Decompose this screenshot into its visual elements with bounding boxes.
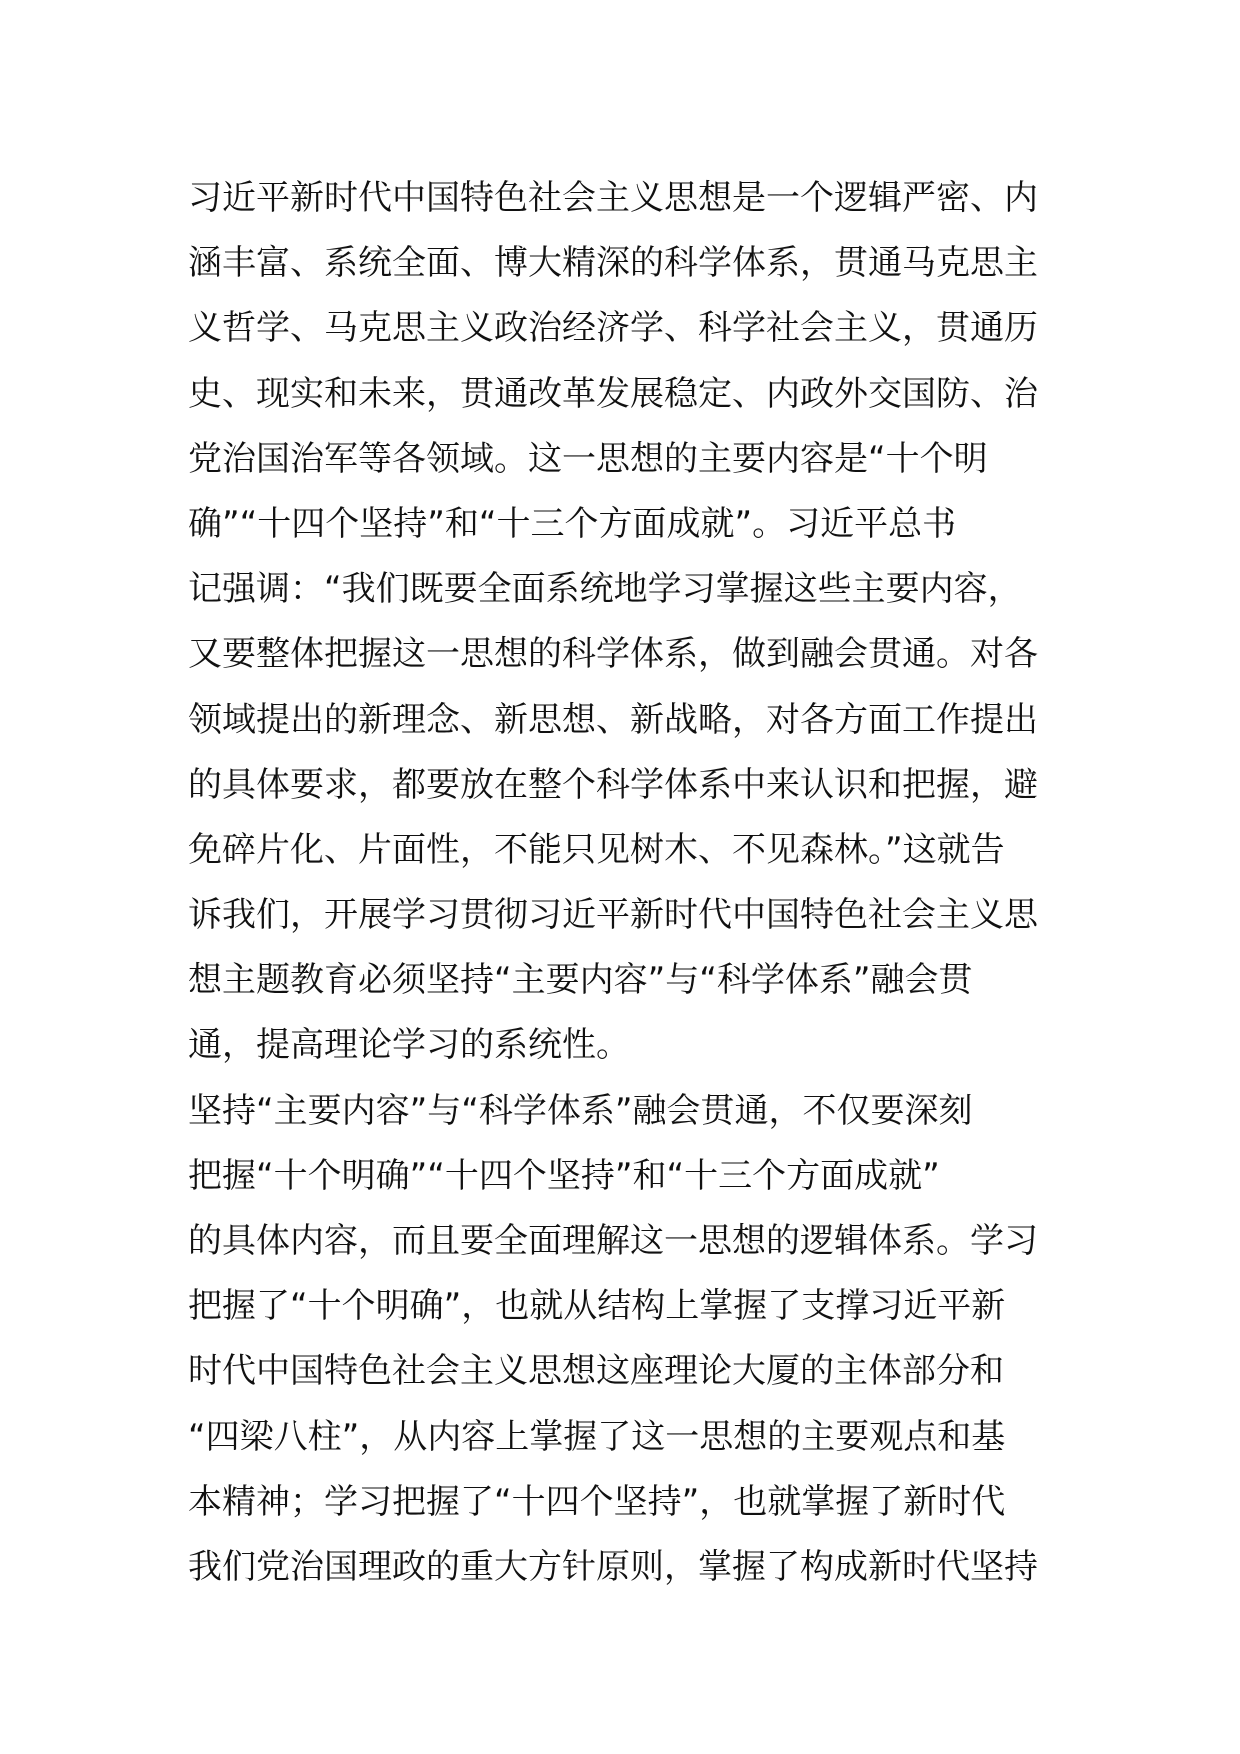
text-line: 党治国治军等各领域。这一思想的主要内容是“十个明 <box>188 438 988 479</box>
text-line: 涵丰富、系统全面、博大精深的科学体系，贯通马克思主 <box>188 243 1038 284</box>
text-line: 时代中国特色社会主义思想这座理论大厦的主体部分和 <box>188 1351 1004 1392</box>
text-line: 本精神；学习把握了“十四个坚持”，也就掌握了新时代 <box>188 1481 1006 1522</box>
text-line: 通，提高理论学习的系统性。 <box>188 1025 630 1066</box>
text-line: 想主题教育必须坚持“主要内容”与“科学体系”融会贯 <box>188 960 973 1001</box>
text-line: 又要整体把握这一思想的科学体系，做到融会贯通。对各 <box>188 634 1038 675</box>
text-line: 领域提出的新理念、新思想、新战略，对各方面工作提出 <box>188 699 1038 740</box>
text-line: 义哲学、马克思主义政治经济学、科学社会主义，贯通历 <box>188 308 1038 349</box>
text-line: 史、现实和未来，贯通改革发展稳定、内政外交国防、治 <box>188 373 1038 414</box>
text-line: 把握“十个明确”“十四个坚持”和“十三个方面成就” <box>188 1155 940 1196</box>
text-line: 免碎片化、片面性，不能只见树木、不见森林。”这就告 <box>188 829 1005 870</box>
text-line: 确”“十四个坚持”和“十三个方面成就”。习近平总书 <box>188 503 957 544</box>
text-line: 诉我们，开展学习贯彻习近平新时代中国特色社会主义思 <box>188 895 1038 936</box>
body-text <box>188 166 1058 1600</box>
text-line: 的具体要求，都要放在整个科学体系中来认识和把握，避 <box>188 764 1038 805</box>
text-line: 把握了“十个明确”，也就从结构上掌握了支撑习近平新 <box>188 1286 1006 1327</box>
text-line: 的具体内容，而且要全面理解这一思想的逻辑体系。学习 <box>188 1221 1038 1261</box>
text-line: 习近平新时代中国特色社会主义思想是一个逻辑严密、内 <box>188 178 1038 218</box>
text-line: 记强调：“我们既要全面系统地学习掌握这些主要内容， <box>188 569 1022 610</box>
text-line: “四梁八柱”，从内容上掌握了这一思想的主要观点和基 <box>188 1416 1006 1457</box>
text-line: 我们党治国理政的重大方针原则，掌握了构成新时代坚持 <box>188 1546 1038 1587</box>
text-line: 坚持“主要内容”与“科学体系”融会贯通，不仅要深刻 <box>188 1090 973 1131</box>
